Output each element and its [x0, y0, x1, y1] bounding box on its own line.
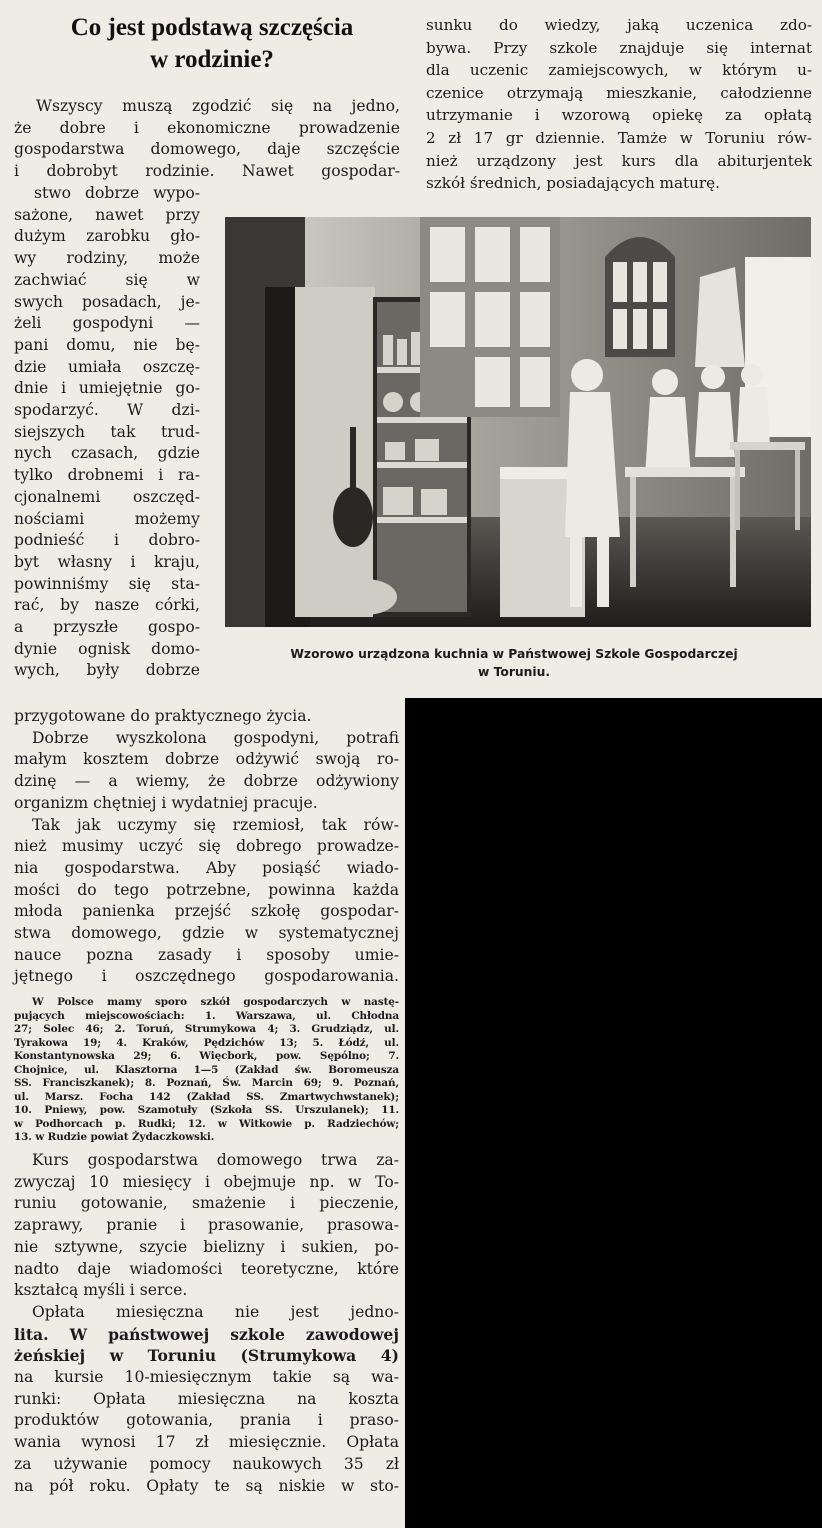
text-line: Dobrze wyszkolona gospodyni, potrafi: [32, 728, 399, 747]
text-line: rać, by nasze córki,: [14, 596, 200, 615]
text-line: wy rodziny, może: [14, 249, 200, 268]
text-line: siejszych tak trud-: [14, 422, 200, 441]
text-line: pani domu, nie bę-: [14, 335, 200, 354]
text-line: runki: Opłata miesięczna na koszta: [14, 1389, 399, 1408]
text-line: 10. Pniewy, pow. Szamotuły (Szkoła SS. Urszulanek); 11.: [14, 1104, 399, 1116]
text-line: dzie umiała oszczę-: [14, 357, 200, 376]
text-line: żeli gospodyni —: [14, 314, 200, 333]
title-line-2: w rodzinie?: [150, 46, 274, 73]
caption-line-2: w Toruniu.: [477, 665, 551, 679]
text-line: wania wynosi 17 zł miesięcznie. Opłata: [14, 1433, 399, 1452]
text-line: ul. Marsz. Focha 142 (Zakład SS. Zmartwychwstanek);: [14, 1090, 399, 1103]
text-line: nie sztywne, szycie bielizny i sukien, po-: [14, 1237, 399, 1256]
text-line: 27; Solec 46; 2. Toruń, Strumykowa 4; 3. Grudziądz, ul.: [14, 1023, 399, 1035]
text-line: produktów gotowania, prania i praso-: [14, 1411, 399, 1430]
text-line: czenice otrzymają mieszkanie, całodzienne: [426, 83, 812, 102]
text-line: nadto daje wiadomości teoretyczne, które: [14, 1259, 399, 1278]
main-body-text: [14, 706, 399, 988]
text-line: podnieść i dobro-: [14, 531, 200, 550]
text-line: na pół roku. Opłaty te są niskie w sto-: [14, 1476, 399, 1495]
course-paragraph: [14, 1150, 399, 1497]
text-line: dużym zarobku gło-: [14, 227, 200, 246]
text-line: Chojnice, ul. Klasztorna 1—5 (Zakład św. Boromeusza: [14, 1063, 399, 1076]
text-line: i dobrobyt rodzinie. Nawet gospodar-: [14, 162, 400, 181]
right-column-top: [426, 14, 812, 195]
text-line: organizm chętniej i wydatniej pracuje.: [14, 793, 318, 812]
text-line: nauce pozna zasady i sposoby umie-: [14, 945, 399, 964]
text-line: byt własny i kraju,: [14, 552, 200, 571]
blank-area: [405, 698, 822, 1528]
text-line: utrzymanie i wzorową opiekę za opłatą: [426, 106, 812, 125]
text-line: nież urządzony jest kurs dla abiturjentek: [426, 151, 812, 170]
text-line: Wszyscy muszą zgodzić się na jedno,: [36, 97, 400, 115]
text-line: wych, były dobrze: [14, 661, 200, 680]
text-line: sunku do wiedzy, jaką uczenica zdo-: [426, 16, 812, 34]
text-line: na kursie 10-miesięcznym takie są wa-: [14, 1368, 399, 1387]
text-line: dnie i umiejętnie go-: [14, 379, 200, 398]
narrow-column: [14, 183, 200, 682]
text-line: pujących miejscowościach: 1. Warszawa, ul. Chłodna: [14, 1009, 399, 1022]
text-line: za używanie pomocy naukowych 35 zł: [14, 1454, 399, 1473]
text-line: Tyrakowa 19; 4. Kraków, Pędzichów 13; 5. Łódź, ul.: [14, 1036, 399, 1049]
title-line-1: Co jest podstawą szczęścia: [70, 14, 354, 41]
text-line: dla uczenic zamiejscowych, w którym u-: [426, 61, 812, 80]
text-line: cjonalnemi oszczęd-: [14, 487, 200, 506]
text-line: nież musimy uczyć się dobrego prowadze-: [14, 837, 399, 856]
text-line: gospodarstwa domowego, daje szczęście: [14, 140, 400, 159]
text-line: Konstantynowska 29; 6. Więcbork, pow. Sępólno; 7.: [14, 1050, 399, 1062]
text-line: Kurs gospodarstwa domowego trwa za-: [32, 1151, 399, 1169]
text-line: małym kosztem dobrze odżywić swoją ro-: [14, 750, 399, 769]
text-line: runiu gotowanie, smażenie i pieczenie,: [14, 1194, 399, 1213]
text-line: spodarzyć. W dzi-: [14, 401, 200, 420]
text-line: młoda panienka przejść szkołę gospodar-: [14, 902, 399, 921]
text-line: dzinę — a wiemy, że dobrze odżywiony: [14, 772, 399, 791]
article-title: [8, 12, 416, 76]
text-line: przygotowane do praktycznego życia.: [14, 707, 312, 725]
text-line: 13. w Rudzie powiat Żydaczkowski.: [14, 1131, 215, 1143]
text-line: zachwiać się w: [14, 270, 200, 289]
text-line: dynie ognisk domo-: [14, 639, 200, 658]
text-line: zwyczaj 10 miesięcy i obejmuje np. w To-: [14, 1172, 399, 1191]
text-line: nych czasach, gdzie: [14, 444, 200, 463]
text-line: stwo dobrze wypo-: [34, 184, 200, 202]
text-line: sażone, nawet przy: [14, 205, 200, 224]
text-line: Opłata miesięczna nie jest jedno-: [32, 1302, 399, 1321]
text-line: swych posadach, je-: [14, 292, 200, 311]
caption-line-1: Wzorowo urządzona kuchnia w Państwowej Szkole Gospodarczej: [290, 647, 738, 661]
text-line: kształcą myśli i serce.: [14, 1281, 188, 1300]
text-line: powinniśmy się sta-: [14, 574, 200, 593]
text-line: żeńskiej w Toruniu (Strumykowa 4): [14, 1346, 399, 1366]
text-line: stwa domowego, gdzie w systematycznej: [14, 924, 399, 943]
kitchen-photo: [225, 217, 811, 627]
text-line: lita. W państwowej szkole zawodowej: [14, 1324, 399, 1344]
text-line: jętnego i oszczędnego gospodarowania.: [14, 967, 399, 986]
text-line: SS. Franciszkanek); 8. Poznań, Św. Marcin 69; 9. Poznań,: [14, 1077, 399, 1089]
text-line: nościami możemy: [14, 509, 200, 528]
text-line: nia gospodarstwa. Aby posiąść wiado-: [14, 858, 399, 877]
text-line: mości do tego potrzebne, powinna każda: [14, 880, 399, 899]
text-line: że dobre i ekonomiczne prowadzenie: [14, 118, 400, 137]
text-line: w Podhorcach p. Rudki; 12. w Witkowie p. Radziechów;: [14, 1117, 399, 1130]
text-line: W Polsce mamy sporo szkół gospodarczych w nastę-: [32, 996, 399, 1008]
text-line: Tak jak uczymy się rzemiosł, tak rów-: [32, 815, 399, 834]
text-line: a przyszłe gospo-: [14, 618, 200, 637]
text-line: zaprawy, pranie i prasowanie, prasowa-: [14, 1216, 399, 1235]
text-line: bywa. Przy szkole znajduje się internat: [426, 38, 812, 57]
text-line: 2 zł 17 gr dziennie. Tamże w Toruniu rów-: [426, 128, 812, 147]
lead-paragraph: [14, 96, 400, 183]
text-line: tylko drobnemi i ra-: [14, 466, 200, 485]
text-line: szkół średnich, posiadających maturę.: [426, 174, 720, 193]
schools-list: [14, 996, 399, 1145]
photo-caption: [214, 645, 814, 681]
